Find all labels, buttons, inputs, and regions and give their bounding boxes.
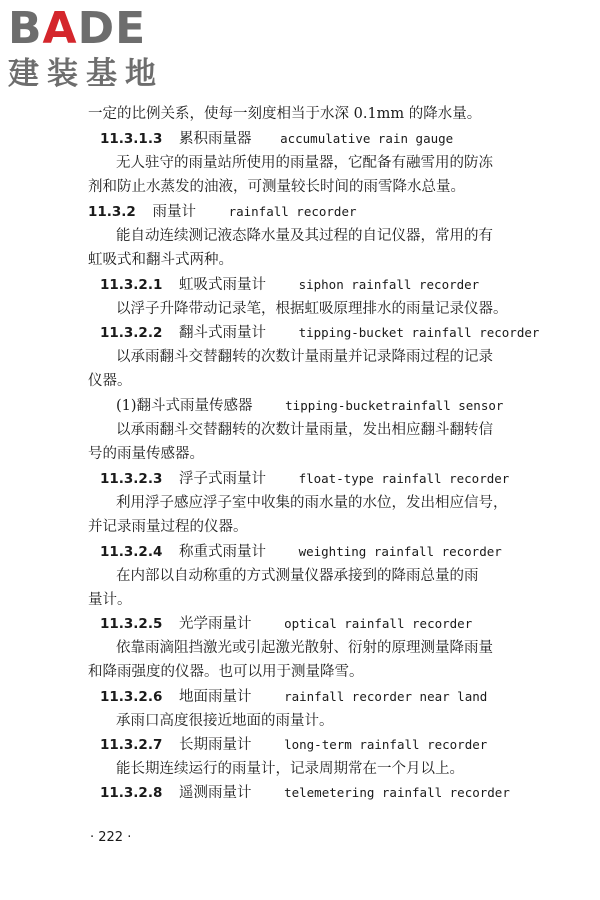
body-line: 以承雨翻斗交替翻转的次数计量雨量并记录降雨过程的记录: [116, 349, 493, 365]
term-heading: [100, 687, 487, 707]
term-heading: [100, 129, 453, 149]
clause-number: 11.3.2.4: [100, 544, 163, 560]
page-number: · 222 ·: [90, 830, 132, 845]
term-en: float-type rainfall recorder: [298, 471, 510, 486]
clause-number: 11.3.2.5: [100, 616, 163, 632]
term-en: optical rainfall recorder: [284, 616, 473, 631]
term-en: siphon rainfall recorder: [298, 277, 480, 292]
body-line: 能长期连续运行的雨量计，记录周期常在一个月以上。: [116, 761, 464, 777]
clause-number: 11.3.2.7: [100, 737, 163, 753]
logo-wordmark: [8, 4, 178, 54]
term-en: tipping-bucket rainfall recorder: [298, 325, 540, 340]
clause-number: 11.3.2.8: [100, 785, 163, 801]
body-line: 一定的比例关系，使每一刻度相当于水深 0.1mm 的降水量。: [88, 106, 482, 122]
term-heading: [116, 396, 503, 416]
logo-accent-letter: A: [42, 3, 78, 54]
clause-number: 11.3.2.6: [100, 689, 163, 705]
bade-logo: [8, 4, 178, 92]
term-zh: 翻斗式雨量计: [178, 325, 266, 341]
clause-number: 11.3.2: [88, 204, 136, 220]
logo-letters: DE: [77, 3, 147, 54]
term-en: accumulative rain gauge: [280, 131, 454, 146]
term-en: weighting rainfall recorder: [298, 544, 502, 559]
term-zh: 累积雨量器: [178, 131, 252, 147]
term-zh: 虹吸式雨量计: [178, 277, 266, 293]
term-heading: [100, 542, 502, 562]
body-line: 承雨口高度很接近地面的雨量计。: [116, 713, 334, 729]
body-line: 以承雨翻斗交替翻转的次数计量雨量，发出相应翻斗翻转信: [116, 422, 493, 438]
body-line: 虹吸式和翻斗式两种。: [88, 252, 233, 268]
clause-number: 11.3.2.2: [100, 325, 163, 341]
body-line: 并记录雨量过程的仪器。: [88, 519, 248, 535]
term-heading: [100, 783, 510, 803]
term-en: long-term rainfall recorder: [284, 737, 488, 752]
term-zh: (1)翻斗式雨量传感器: [116, 398, 253, 414]
body-line: 能自动连续测记液态降水量及其过程的自记仪器，常用的有: [116, 228, 493, 244]
term-en: telemetering rainfall recorder: [284, 785, 510, 800]
body-line: 量计。: [88, 592, 132, 608]
term-heading: [100, 323, 539, 343]
body-line: 利用浮子感应浮子室中收集的雨水量的水位，发出相应信号，: [116, 495, 508, 511]
term-heading: [88, 202, 357, 222]
body-line: 无人驻守的雨量站所使用的雨量器，它配备有融雪用的防冻: [116, 155, 493, 171]
term-zh: 称重式雨量计: [178, 544, 266, 560]
clause-number: 11.3.2.3: [100, 471, 163, 487]
body-line: 在内部以自动称重的方式测量仪器承接到的降雨总量的雨: [116, 568, 479, 584]
term-en: tipping-bucketrainfall sensor: [285, 398, 504, 413]
body-line: 号的雨量传感器。: [88, 446, 204, 462]
clause-number: 11.3.1.3: [100, 131, 163, 147]
body-line: 依靠雨滴阻挡激光或引起激光散射、衍射的原理测量降雨量: [116, 640, 493, 656]
body-line: 以浮子升降带动记录笔，根据虹吸原理排水的雨量记录仪器。: [116, 301, 508, 317]
term-heading: [100, 735, 487, 755]
logo-subtitle: 建装基地: [8, 56, 164, 92]
term-zh: 地面雨量计: [178, 689, 252, 705]
term-heading: [100, 275, 479, 295]
body-line: 剂和防止水蒸发的油液，可测量较长时间的雨雪降水总量。: [88, 179, 465, 195]
clause-number: 11.3.2.1: [100, 277, 163, 293]
term-zh: 长期雨量计: [178, 737, 252, 753]
term-zh: 遥测雨量计: [178, 785, 252, 801]
term-heading: [100, 469, 509, 489]
term-en: rainfall recorder near land: [284, 689, 488, 704]
term-en: rainfall recorder: [228, 204, 357, 219]
term-zh: 浮子式雨量计: [178, 471, 266, 487]
term-zh: 光学雨量计: [178, 616, 252, 632]
body-line: 和降雨强度的仪器。也可以用于测量降雪。: [88, 664, 364, 680]
term-heading: [100, 614, 472, 634]
logo-letter: B: [8, 3, 43, 54]
body-line: 仪器。: [88, 373, 132, 389]
term-zh: 雨量计: [152, 204, 196, 220]
